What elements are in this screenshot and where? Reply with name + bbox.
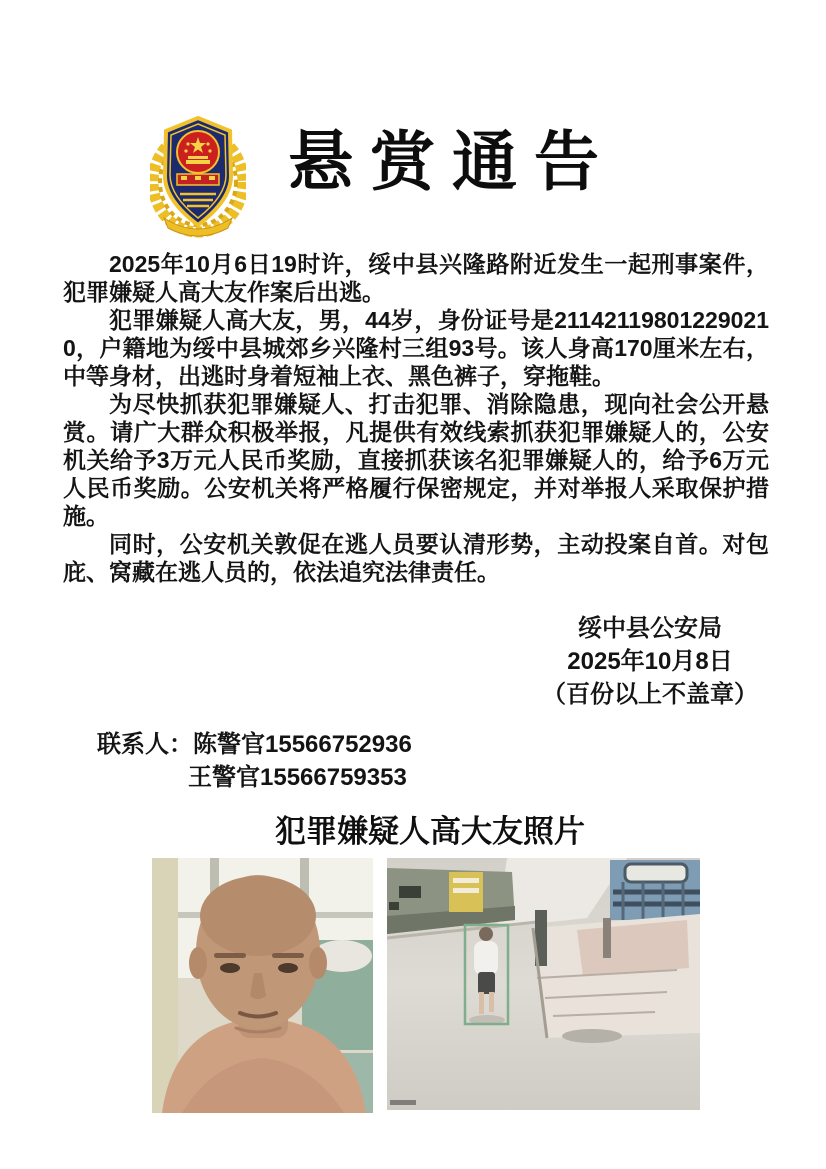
body-paragraph: 犯罪嫌疑人高大友，男，44岁，身份证号是211421198012290210，户籍地为绥中县城郊乡兴隆村三组93号。该人身高170厘米左右，中等身材，出逃时身着短袖上衣、黑色裤子，穿拖鞋。 xyxy=(63,307,769,389)
body-paragraph: 2025年10月6日19时许，绥中县兴隆路附近发生一起刑事案件，犯罪嫌疑人高大友作案后出逃。 xyxy=(63,251,769,305)
issuer-name: 绥中县公安局 xyxy=(578,615,722,642)
photos-caption: 犯罪嫌疑人高大友照片 xyxy=(275,814,585,849)
notice-body xyxy=(63,250,769,586)
cctv-photo xyxy=(387,858,700,1110)
issue-date: 2025年10月8日 xyxy=(567,648,733,675)
officer-phone: 15566752936 xyxy=(265,731,412,758)
suspect-photo xyxy=(152,858,373,1113)
body-paragraph: 为尽快抓获犯罪嫌疑人、打击犯罪、消除隐患，现向社会公开悬赏。请广大群众积极举报，凡提供有效线索抓获犯罪嫌疑人的，公安机关给予3万元人民币奖励，直接抓获该名犯罪嫌疑人的，给予6万元人民币奖励。公安机关将严格履行保密规定，并对举报人采取保护措施。 xyxy=(63,391,769,529)
officer-name: 王警官 xyxy=(188,764,260,791)
police-badge-icon xyxy=(150,106,246,238)
officer-name: 陈警官 xyxy=(193,731,265,758)
contact-block xyxy=(97,728,412,794)
body-paragraph: 同时，公安机关敦促在逃人员要认清形势，主动投案自首。对包庇、窝藏在逃人员的，依法追究法律责任。 xyxy=(63,531,769,585)
contact-label: 联系人： xyxy=(97,731,193,758)
notice-title: 悬赏通告 xyxy=(288,127,617,199)
stamp-note: （百份以上不盖章） xyxy=(542,681,758,708)
contact-row xyxy=(97,761,412,794)
contact-row xyxy=(97,728,412,761)
officer-phone: 15566759353 xyxy=(260,764,407,791)
signature-block xyxy=(515,612,785,711)
